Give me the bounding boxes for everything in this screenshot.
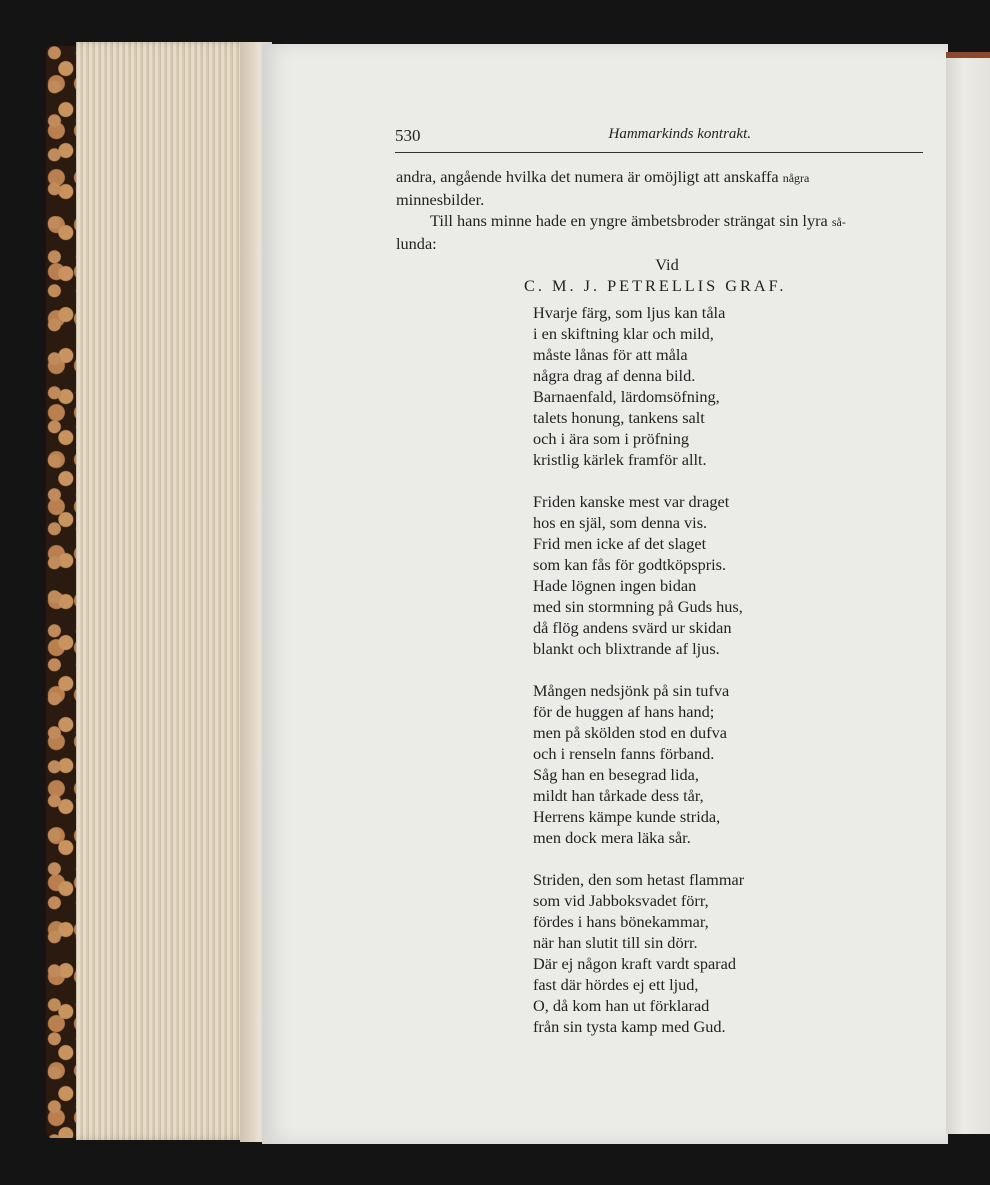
paragraph-line-tail: några	[782, 171, 810, 185]
running-title: Hammarkinds kontrakt.	[608, 126, 751, 142]
paragraph-line: minnesbilder.	[396, 190, 485, 209]
book-cover-right	[946, 52, 990, 58]
poem-line: Friden kanske mest var draget	[533, 492, 730, 511]
poem-line: Mången nedsjönk på sin tufva	[533, 681, 730, 700]
body-text	[396, 166, 926, 296]
poem-line: då flög andens svärd ur skidan	[533, 618, 732, 637]
paragraph-line: andra, angående hvilka det numera är omöjligt att anskaffa	[396, 167, 779, 186]
poem-line: O, då kom han ut förklarad	[533, 996, 710, 1015]
poem-line: Hvarje färg, som ljus kan tåla	[533, 303, 726, 322]
poem-line: kristlig kärlek framför allt.	[533, 450, 707, 469]
poem-line: hos en själ, som denna vis.	[533, 513, 708, 532]
paragraph	[396, 166, 926, 210]
poem-line: och i renseln fanns förband.	[533, 744, 715, 763]
poem-line: talets honung, tankens salt	[533, 408, 705, 427]
stanza	[533, 491, 744, 659]
paragraph-line-tail: så-	[831, 215, 846, 229]
poem-line: några drag af denna bild.	[533, 366, 696, 385]
poem-line: blankt och blixtrande af ljus.	[533, 639, 720, 658]
poem-line: Barnaenfald, lärdomsöfning,	[533, 387, 720, 406]
poem	[533, 302, 744, 1058]
poem-line: Herrens kämpe kunde strida,	[533, 807, 721, 826]
page-number: 530	[395, 126, 421, 145]
poem-title: C. M. J. PETRELLIS GRAF.	[524, 276, 787, 295]
poem-line: Såg han en besegrad lida,	[533, 765, 699, 784]
poem-line: som vid Jabboksvadet förr,	[533, 891, 709, 910]
poem-heading: Vid	[655, 255, 679, 274]
poem-line: för de huggen af hans hand;	[533, 702, 715, 721]
poem-line: Hade lögnen ingen bidan	[533, 576, 697, 595]
poem-line: med sin stormning på Guds hus,	[533, 597, 743, 616]
poem-line: Där ej någon kraft vardt sparad	[533, 954, 736, 973]
poem-line: i en skiftning klar och mild,	[533, 324, 714, 343]
stanza	[533, 869, 744, 1037]
poem-line: men dock mera läka sår.	[533, 828, 691, 847]
poem-line: och i ära som i pröfning	[533, 429, 689, 448]
poem-line: men på skölden stod en dufva	[533, 723, 727, 742]
paragraph	[396, 210, 926, 254]
stanza	[533, 302, 744, 470]
poem-line: från sin tysta kamp med Gud.	[533, 1017, 726, 1036]
poem-line: när han slutit till sin dörr.	[533, 933, 698, 952]
facing-page-edge	[946, 56, 990, 1134]
poem-line: fast där hördes ej ett ljud,	[533, 975, 699, 994]
poem-line: Frid men icke af det slaget	[533, 534, 707, 553]
poem-line: som kan fås för godtköpspris.	[533, 555, 727, 574]
running-head	[395, 126, 923, 153]
poem-line: måste lånas för att måla	[533, 345, 688, 364]
stanza	[533, 680, 744, 848]
poem-line: mildt han tårkade dess tår,	[533, 786, 704, 805]
poem-line: fördes i hans bönekammar,	[533, 912, 709, 931]
paragraph-line: Till hans minne hade en yngre ämbetsbroder strängat sin lyra	[430, 211, 828, 230]
paragraph-line: lunda:	[396, 234, 437, 253]
poem-line: Striden, den som hetast flammar	[533, 870, 745, 889]
